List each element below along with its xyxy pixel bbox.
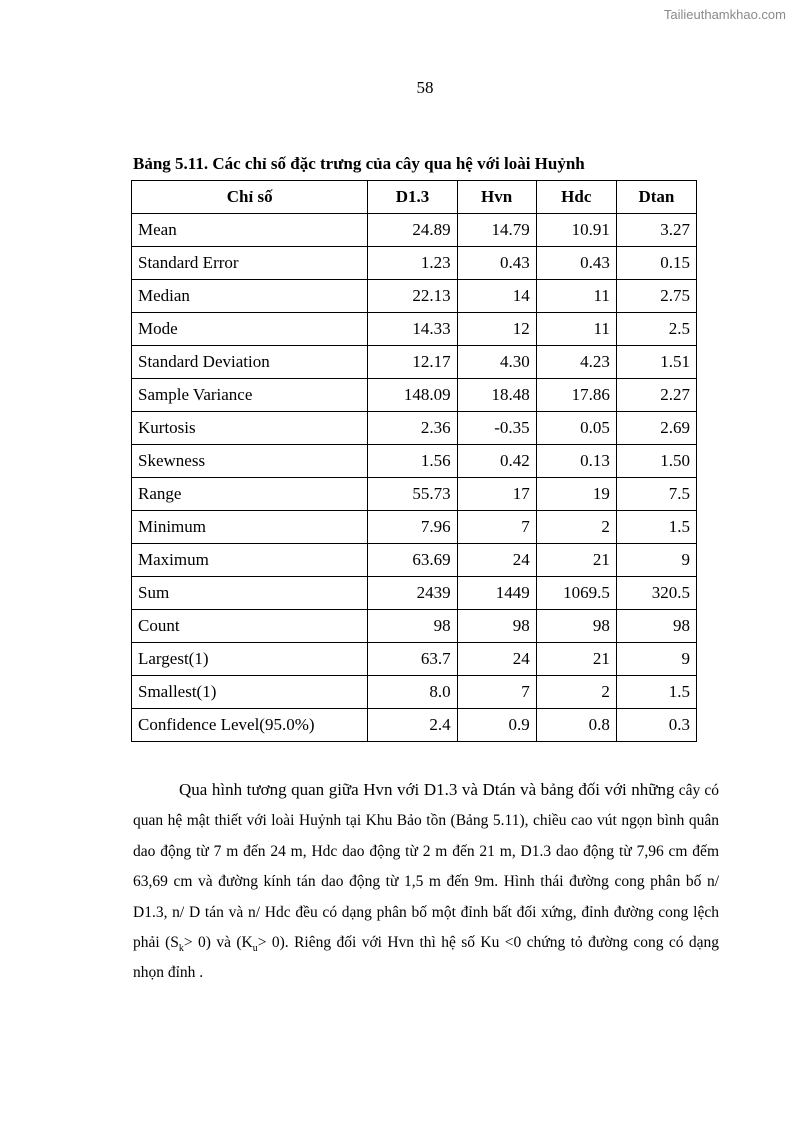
table-row xyxy=(132,313,697,346)
table-row xyxy=(132,544,697,577)
table-row xyxy=(132,346,697,379)
row-label: Mean xyxy=(132,214,368,247)
value-cell: 0.15 xyxy=(616,247,696,280)
table-row xyxy=(132,247,697,280)
value-cell: 7 xyxy=(457,511,536,544)
value-cell: 21 xyxy=(536,544,616,577)
value-cell: 0.9 xyxy=(457,709,536,742)
value-cell: 7.5 xyxy=(616,478,696,511)
paragraph-text-1: cây có quan hệ mật thiết với loài Huỷnh tại Khu Bảo tồn (Bảng 5.11), chiều cao vút ngọn bình quân dao động từ 7 m đến 24 m, Hdc dao động từ 2 m đến 21 m, D1.3 dao động từ 7,96 cm đếm 63,69 cm và đường kính tán dao động từ 1,5 m đến 9m. Hình thái đường cong phân bố n/ D1.3, n/ D tán và n/ Hdc đều có dạng phân bố một đỉnh bất đối xứng, đỉnh đường cong lệch phải (S xyxy=(133,782,719,952)
table-row xyxy=(132,214,697,247)
value-cell: 1449 xyxy=(457,577,536,610)
value-cell: 9 xyxy=(616,643,696,676)
row-label: Minimum xyxy=(132,511,368,544)
row-label: Range xyxy=(132,478,368,511)
table-row xyxy=(132,643,697,676)
value-cell: 0.3 xyxy=(616,709,696,742)
value-cell: 2.36 xyxy=(368,412,457,445)
header-cell-d13: D1.3 xyxy=(368,181,457,214)
value-cell: 7 xyxy=(457,676,536,709)
value-cell: 9 xyxy=(616,544,696,577)
value-cell: 98 xyxy=(457,610,536,643)
value-cell: 0.8 xyxy=(536,709,616,742)
value-cell: 1.51 xyxy=(616,346,696,379)
value-cell: -0.35 xyxy=(457,412,536,445)
value-cell: 19 xyxy=(536,478,616,511)
value-cell: 1.23 xyxy=(368,247,457,280)
row-label: Count xyxy=(132,610,368,643)
value-cell: 12 xyxy=(457,313,536,346)
value-cell: 24 xyxy=(457,643,536,676)
value-cell: 0.42 xyxy=(457,445,536,478)
value-cell: 22.13 xyxy=(368,280,457,313)
table-row xyxy=(132,511,697,544)
row-label: Standard Error xyxy=(132,247,368,280)
value-cell: 24 xyxy=(457,544,536,577)
value-cell: 11 xyxy=(536,280,616,313)
value-cell: 0.05 xyxy=(536,412,616,445)
paragraph-text-3: > 0). Riêng đối với Hvn thì hệ số Ku <0 chứng tỏ đường cong có dạng nhọn đỉnh . xyxy=(133,934,720,982)
row-label: Sum xyxy=(132,577,368,610)
header-cell-hdc: Hdc xyxy=(536,181,616,214)
value-cell: 1069.5 xyxy=(536,577,616,610)
row-label: Kurtosis xyxy=(132,412,368,445)
table-header-row xyxy=(132,181,697,214)
row-label: Mode xyxy=(132,313,368,346)
header-cell-dtan: Dtan xyxy=(616,181,696,214)
paragraph-lead: Qua hình tương quan giữa Hvn với D1.3 và Dtán và bảng đối với những xyxy=(179,780,675,799)
row-label: Smallest(1) xyxy=(132,676,368,709)
value-cell: 3.27 xyxy=(616,214,696,247)
value-cell: 2 xyxy=(536,676,616,709)
header-cell-hvn: Hvn xyxy=(457,181,536,214)
subscript-u: u xyxy=(252,943,258,955)
row-label: Maximum xyxy=(132,544,368,577)
value-cell: 11 xyxy=(536,313,616,346)
value-cell: 98 xyxy=(368,610,457,643)
value-cell: 2.27 xyxy=(616,379,696,412)
value-cell: 1.5 xyxy=(616,676,696,709)
value-cell: 0.43 xyxy=(457,247,536,280)
value-cell: 55.73 xyxy=(368,478,457,511)
watermark: Tailieuthamkhao.com xyxy=(663,7,786,22)
row-label: Sample Variance xyxy=(132,379,368,412)
value-cell: 10.91 xyxy=(536,214,616,247)
value-cell: 2.75 xyxy=(616,280,696,313)
value-cell: 14.33 xyxy=(368,313,457,346)
table-row xyxy=(132,280,697,313)
row-label: Confidence Level(95.0%) xyxy=(132,709,368,742)
value-cell: 17.86 xyxy=(536,379,616,412)
table-row xyxy=(132,610,697,643)
table-caption: Bảng 5.11. Các chỉ số đặc trưng của cây qua hệ với loài Huỷnh xyxy=(133,154,585,173)
value-cell: 4.23 xyxy=(536,346,616,379)
value-cell: 18.48 xyxy=(457,379,536,412)
row-label: Largest(1) xyxy=(132,643,368,676)
table-row xyxy=(132,412,697,445)
value-cell: 1.50 xyxy=(616,445,696,478)
value-cell: 63.69 xyxy=(368,544,457,577)
value-cell: 320.5 xyxy=(616,577,696,610)
table-row xyxy=(132,445,697,478)
value-cell: 14 xyxy=(457,280,536,313)
value-cell: 17 xyxy=(457,478,536,511)
row-label: Median xyxy=(132,280,368,313)
row-label: Standard Deviation xyxy=(132,346,368,379)
subscript-k: k xyxy=(178,943,184,955)
paragraph-text-2: > 0) và (K xyxy=(183,934,253,952)
value-cell: 63.7 xyxy=(368,643,457,676)
statistics-table xyxy=(131,180,697,742)
value-cell: 0.13 xyxy=(536,445,616,478)
table-row xyxy=(132,577,697,610)
table-row xyxy=(132,379,697,412)
value-cell: 4.30 xyxy=(457,346,536,379)
value-cell: 2.69 xyxy=(616,412,696,445)
value-cell: 98 xyxy=(616,610,696,643)
page-number: 58 xyxy=(416,78,434,97)
value-cell: 1.5 xyxy=(616,511,696,544)
row-label: Skewness xyxy=(132,445,368,478)
value-cell: 1.56 xyxy=(368,445,457,478)
value-cell: 7.96 xyxy=(368,511,457,544)
value-cell: 2 xyxy=(536,511,616,544)
table-row xyxy=(132,676,697,709)
value-cell: 2.5 xyxy=(616,313,696,346)
value-cell: 14.79 xyxy=(457,214,536,247)
value-cell: 0.43 xyxy=(536,247,616,280)
value-cell: 2439 xyxy=(368,577,457,610)
header-cell-index: Chỉ số xyxy=(132,181,368,214)
body-paragraph xyxy=(133,775,719,989)
value-cell: 8.0 xyxy=(368,676,457,709)
value-cell: 2.4 xyxy=(368,709,457,742)
value-cell: 98 xyxy=(536,610,616,643)
table-row xyxy=(132,709,697,742)
table-row xyxy=(132,478,697,511)
value-cell: 24.89 xyxy=(368,214,457,247)
value-cell: 148.09 xyxy=(368,379,457,412)
value-cell: 12.17 xyxy=(368,346,457,379)
value-cell: 21 xyxy=(536,643,616,676)
